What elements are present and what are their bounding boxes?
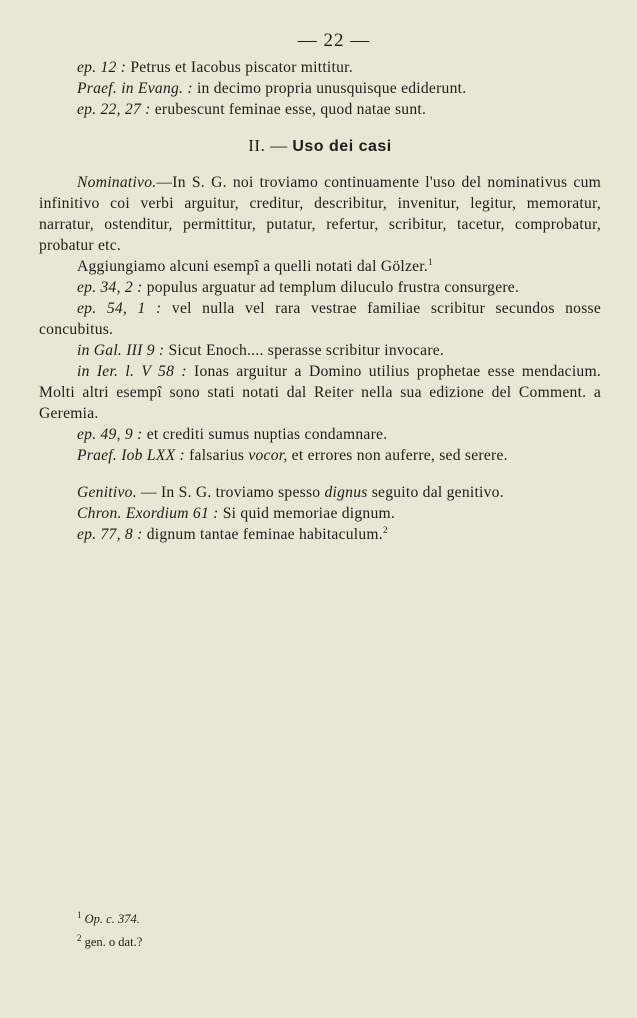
- example-line: [39, 361, 601, 424]
- footnotes: [77, 908, 142, 954]
- citation-ref: ep. 49, 9 :: [77, 426, 143, 443]
- footnote-text: Op. c. 374.: [81, 912, 140, 926]
- citation-ref: Praef. Iob LXX :: [77, 447, 185, 464]
- citation-text: dignum tantae feminae habitaculum.: [142, 526, 383, 543]
- citation-text: Petrus et Iacobus piscator mittitur.: [126, 59, 353, 76]
- footnote-marker: 2: [382, 524, 388, 535]
- citation-text: vel nulla vel rara vestrae familiae scribitur secundos nosse concubitus.: [39, 300, 602, 338]
- citation-text: Si quid memoriae dignum.: [218, 505, 396, 522]
- citation-tail: et errores non auferre, sed serere.: [287, 447, 508, 464]
- genitivo-text: — In S. G. troviamo spesso: [136, 484, 325, 501]
- citation-ref: ep. 22, 27 :: [77, 101, 151, 118]
- nominativo-label: Nominativo.: [77, 174, 157, 191]
- citation-ref: in Ier. l. V 58 :: [77, 363, 187, 380]
- section-number: II.: [248, 136, 266, 155]
- footnote-number: 2: [77, 932, 82, 943]
- footnote-marker: 1: [428, 256, 433, 267]
- citation-ref: Praef. in Evang. :: [77, 80, 193, 97]
- example-line: [39, 277, 601, 298]
- citation-text: falsarius: [184, 447, 249, 464]
- citation-text: Ionas arguitur a Domino utilius prophetae esse mendacium. Molti altri esempî sono stati notati dal Reiter nella sua edizione del Comment. a Geremia.: [39, 363, 602, 422]
- citation-text: erubescunt feminae esse, quod natae sunt.: [150, 101, 427, 118]
- page-number: — 22 —: [297, 30, 371, 51]
- citation-italic: vocor,: [248, 447, 288, 464]
- aggiungiamo-paragraph: [39, 256, 601, 277]
- genitivo-italic: dignus: [324, 484, 368, 501]
- intro-line: [39, 78, 601, 99]
- genitivo-paragraph: [39, 482, 601, 503]
- citation-ref: Chron. Exordium 61 :: [77, 505, 219, 522]
- footnote: [77, 908, 142, 931]
- citation-ref: in Gal. III 9 :: [77, 342, 165, 359]
- footnote: [77, 931, 142, 954]
- aggiungiamo-text: Aggiungiamo alcuni esempî a quelli notati dal Gölzer.: [77, 258, 429, 275]
- footnote-text: gen. o dat.?: [81, 935, 143, 949]
- footnote-number: 1: [77, 909, 82, 920]
- citation-text: in decimo propria unusquisque ediderunt.: [192, 80, 467, 97]
- genitivo-label: Genitivo.: [77, 484, 137, 501]
- citation-ref: ep. 54, 1 :: [77, 300, 162, 317]
- intro-line: [39, 57, 601, 78]
- section-title: Uso dei casi: [292, 138, 392, 155]
- citation-ref: ep. 77, 8 :: [77, 526, 143, 543]
- example-line: [39, 424, 601, 445]
- example-line: [39, 524, 601, 545]
- citation-ref: ep. 34, 2 :: [77, 279, 143, 296]
- nominativo-paragraph: [39, 172, 601, 256]
- example-line: [39, 445, 601, 466]
- section-dash: —: [265, 136, 293, 155]
- citation-text: et crediti sumus nuptias condamnare.: [142, 426, 388, 443]
- citation-ref: ep. 12 :: [77, 59, 127, 76]
- example-line: [39, 298, 601, 340]
- example-line: [39, 340, 601, 361]
- example-line: [39, 503, 601, 524]
- intro-line: [39, 99, 601, 120]
- section-heading: [39, 136, 601, 156]
- nominativo-text: —In S. G. noi troviamo continuamente l'uso del nominativus cum infinitivo coi verbi arguitur, creditur, describitur, invenitur, legitur, memoratur, narratur, ostenditur, permittitur, putatur, refertur, scribitur, tacetur, comprobatur, probatur etc.: [39, 174, 601, 254]
- genitivo-text-end: seguito dal genitivo.: [367, 484, 504, 501]
- citation-text: populus arguatur ad templum diluculo frustra consurgere.: [142, 279, 520, 296]
- citation-text: Sicut Enoch.... sperasse scribitur invocare.: [164, 342, 445, 359]
